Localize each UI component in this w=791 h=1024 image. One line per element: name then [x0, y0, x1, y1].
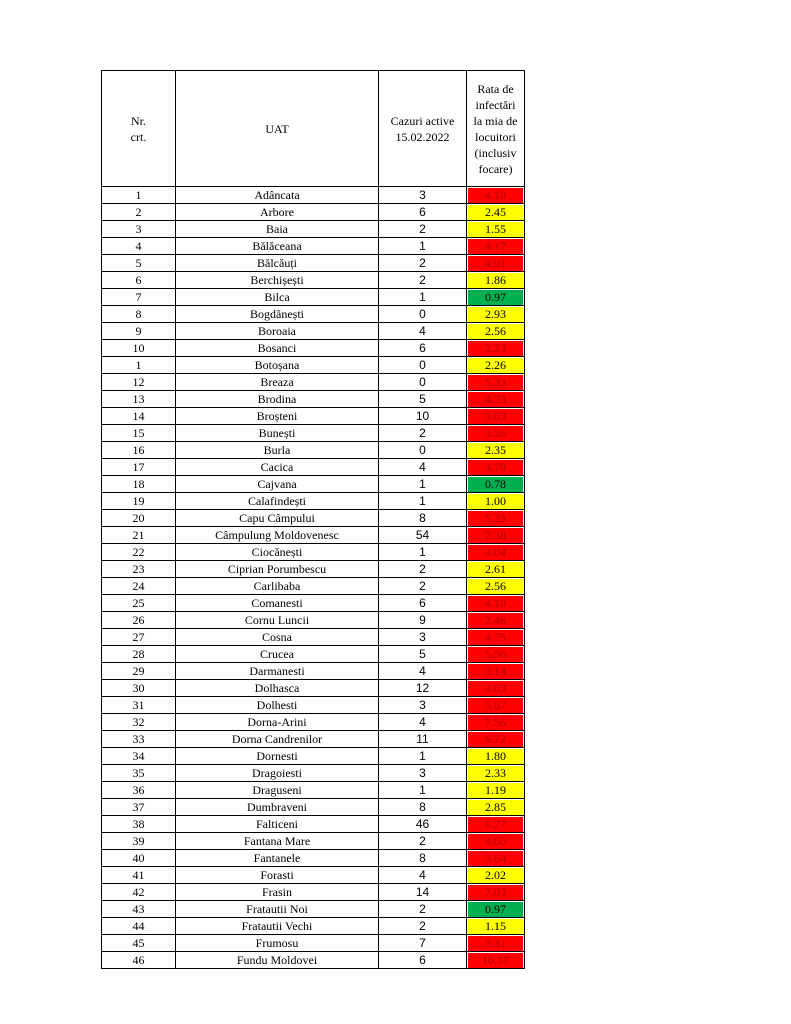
cell-nr-crt: 18 [102, 476, 176, 493]
cell-uat: Forasti [176, 867, 379, 884]
rate-badge-yellow: 2.56 [468, 324, 523, 339]
cell-rata [467, 867, 525, 884]
cell-nr-crt: 37 [102, 799, 176, 816]
cell-rata [467, 391, 525, 408]
cell-rata [467, 340, 525, 357]
rate-badge-red: 3.03 [468, 409, 523, 424]
rate-badge-yellow: 2.33 [468, 766, 523, 781]
rate-badge-red: 4.10 [468, 596, 523, 611]
cell-nr-crt: 10 [102, 340, 176, 357]
table-row [102, 918, 525, 935]
cell-rata [467, 918, 525, 935]
cell-cazuri-active: 2 [379, 272, 467, 289]
cell-nr-crt: 24 [102, 578, 176, 595]
rate-badge-yellow: 2.26 [468, 358, 523, 373]
cell-rata [467, 306, 525, 323]
cell-cazuri-active: 0 [379, 357, 467, 374]
cell-uat: Bilca [176, 289, 379, 306]
cell-nr-crt: 5 [102, 255, 176, 272]
cell-uat: Brodina [176, 391, 379, 408]
cell-uat: Draguseni [176, 782, 379, 799]
cell-nr-crt: 36 [102, 782, 176, 799]
cell-nr-crt: 19 [102, 493, 176, 510]
cell-uat: Botoșana [176, 357, 379, 374]
cell-cazuri-active: 1 [379, 476, 467, 493]
rate-badge-red: 3.26 [468, 426, 523, 441]
table-row [102, 935, 525, 952]
table-row [102, 714, 525, 731]
cell-cazuri-active: 0 [379, 442, 467, 459]
rate-badge-red: 3.70 [468, 460, 523, 475]
cell-cazuri-active: 2 [379, 561, 467, 578]
cell-cazuri-active: 10 [379, 408, 467, 425]
cell-nr-crt: 30 [102, 680, 176, 697]
cell-cazuri-active: 0 [379, 306, 467, 323]
cell-rata [467, 238, 525, 255]
cell-uat: Calafindești [176, 493, 379, 510]
table-row [102, 391, 525, 408]
rate-badge-yellow: 1.15 [468, 919, 523, 934]
cell-uat: Fratautii Vechi [176, 918, 379, 935]
cell-rata [467, 459, 525, 476]
cell-cazuri-active: 8 [379, 799, 467, 816]
cell-cazuri-active: 1 [379, 544, 467, 561]
cell-rata [467, 425, 525, 442]
cell-nr-crt: 40 [102, 850, 176, 867]
cell-nr-crt: 31 [102, 697, 176, 714]
table-row [102, 357, 525, 374]
cell-cazuri-active: 6 [379, 204, 467, 221]
rate-badge-red: 7.38 [468, 528, 523, 543]
table-row [102, 459, 525, 476]
table-row [102, 782, 525, 799]
table-row [102, 221, 525, 238]
cell-rata [467, 357, 525, 374]
cell-cazuri-active: 4 [379, 663, 467, 680]
cell-rata [467, 255, 525, 272]
rate-badge-red: 5.56 [468, 647, 523, 662]
cell-rata [467, 612, 525, 629]
cell-cazuri-active: 12 [379, 680, 467, 697]
cell-nr-crt: 26 [102, 612, 176, 629]
cell-uat: Frumosu [176, 935, 379, 952]
rate-badge-red: 3.64 [468, 851, 523, 866]
rate-badge-yellow: 1.86 [468, 273, 523, 288]
cell-uat: Dolhesti [176, 697, 379, 714]
cell-uat: Baia [176, 221, 379, 238]
table-row [102, 408, 525, 425]
rate-badge-yellow: 2.35 [468, 443, 523, 458]
cell-uat: Bălăceana [176, 238, 379, 255]
cell-nr-crt: 41 [102, 867, 176, 884]
cell-nr-crt: 39 [102, 833, 176, 850]
cell-cazuri-active: 8 [379, 850, 467, 867]
cell-uat: Cosna [176, 629, 379, 646]
rate-badge-yellow: 1.00 [468, 494, 523, 509]
cell-uat: Burla [176, 442, 379, 459]
table-row [102, 731, 525, 748]
table-row [102, 629, 525, 646]
cell-nr-crt: 42 [102, 884, 176, 901]
cell-rata [467, 748, 525, 765]
cell-uat: Dumbraveni [176, 799, 379, 816]
cell-rata [467, 510, 525, 527]
cell-uat: Broșteni [176, 408, 379, 425]
table-body [102, 187, 525, 969]
rate-badge-yellow: 1.80 [468, 749, 523, 764]
cell-rata [467, 629, 525, 646]
rate-badge-yellow: 2.93 [468, 307, 523, 322]
cell-rata [467, 595, 525, 612]
cell-nr-crt: 12 [102, 374, 176, 391]
cell-nr-crt: 44 [102, 918, 176, 935]
cell-rata [467, 782, 525, 799]
cell-uat: Breaza [176, 374, 379, 391]
table-row [102, 952, 525, 969]
cell-rata [467, 663, 525, 680]
cell-rata [467, 442, 525, 459]
cell-nr-crt: 21 [102, 527, 176, 544]
cell-uat: Frasin [176, 884, 379, 901]
rate-badge-yellow: 2.85 [468, 800, 523, 815]
cell-cazuri-active: 4 [379, 323, 467, 340]
cell-rata [467, 850, 525, 867]
cell-rata [467, 578, 525, 595]
cell-rata [467, 799, 525, 816]
cell-cazuri-active: 2 [379, 578, 467, 595]
rate-badge-red: 4.73 [468, 392, 523, 407]
cell-rata [467, 731, 525, 748]
cell-rata [467, 952, 525, 969]
cell-cazuri-active: 2 [379, 425, 467, 442]
cell-cazuri-active: 3 [379, 765, 467, 782]
table-row [102, 680, 525, 697]
cell-cazuri-active: 2 [379, 255, 467, 272]
cell-uat: Ciprian Porumbescu [176, 561, 379, 578]
cell-uat: Darmanesti [176, 663, 379, 680]
cell-rata [467, 408, 525, 425]
cell-uat: Fratautii Noi [176, 901, 379, 918]
cell-cazuri-active: 1 [379, 238, 467, 255]
table-row [102, 646, 525, 663]
rate-badge-red: 4.17 [468, 239, 523, 254]
cell-uat: Bunești [176, 425, 379, 442]
rate-badge-green: 0.78 [468, 477, 523, 492]
rate-badge-red: 4.10 [468, 188, 523, 203]
cell-nr-crt: 4 [102, 238, 176, 255]
cell-uat: Boroaia [176, 323, 379, 340]
cell-cazuri-active: 7 [379, 935, 467, 952]
cell-rata [467, 374, 525, 391]
cell-nr-crt: 2 [102, 204, 176, 221]
table-row [102, 901, 525, 918]
rate-badge-red: 5.33 [468, 375, 523, 390]
cell-rata [467, 884, 525, 901]
cell-cazuri-active: 2 [379, 918, 467, 935]
cell-uat: Cornu Luncii [176, 612, 379, 629]
table-row [102, 442, 525, 459]
table-row [102, 578, 525, 595]
cell-cazuri-active: 2 [379, 221, 467, 238]
cell-nr-crt: 3 [102, 221, 176, 238]
cell-cazuri-active: 1 [379, 782, 467, 799]
rate-badge-red: 3.23 [468, 341, 523, 356]
cell-uat: Fundu Moldovei [176, 952, 379, 969]
table-row [102, 510, 525, 527]
cell-cazuri-active: 3 [379, 629, 467, 646]
infection-rate-table [101, 70, 525, 969]
table-header-row [102, 71, 525, 187]
rate-badge-red: 6.72 [468, 732, 523, 747]
cell-nr-crt: 14 [102, 408, 176, 425]
cell-nr-crt: 22 [102, 544, 176, 561]
cell-uat: Dorna Candrenilor [176, 731, 379, 748]
cell-nr-crt: 15 [102, 425, 176, 442]
cell-nr-crt: 8 [102, 306, 176, 323]
cell-nr-crt: 43 [102, 901, 176, 918]
rate-badge-red: 4.03 [468, 681, 523, 696]
cell-cazuri-active: 6 [379, 595, 467, 612]
cell-nr-crt: 38 [102, 816, 176, 833]
cell-cazuri-active: 11 [379, 731, 467, 748]
rate-badge-red: 4.75 [468, 630, 523, 645]
table-row [102, 799, 525, 816]
table-row [102, 527, 525, 544]
cell-nr-crt: 35 [102, 765, 176, 782]
table-row [102, 238, 525, 255]
cell-cazuri-active: 46 [379, 816, 467, 833]
table-row [102, 187, 525, 204]
cell-rata [467, 561, 525, 578]
cell-rata [467, 476, 525, 493]
cell-nr-crt: 16 [102, 442, 176, 459]
rate-badge-red: 5.87 [468, 698, 523, 713]
header-rata-infectare: Rata de infectări la mia de locuitori (inclusiv focare) [467, 71, 525, 187]
cell-uat: Bosanci [176, 340, 379, 357]
rate-badge-red: 5.31 [468, 936, 523, 951]
cell-cazuri-active: 1 [379, 289, 467, 306]
cell-nr-crt: 28 [102, 646, 176, 663]
rate-badge-red: 10.37 [468, 953, 523, 968]
cell-nr-crt: 1 [102, 187, 176, 204]
cell-rata [467, 527, 525, 544]
cell-uat: Dragoiesti [176, 765, 379, 782]
cell-uat: Cacica [176, 459, 379, 476]
table-row [102, 306, 525, 323]
rate-badge-red: 4.01 [468, 256, 523, 271]
rate-badge-red: 7.03 [468, 885, 523, 900]
header-uat: UAT [176, 71, 379, 187]
table-row [102, 323, 525, 340]
cell-nr-crt: 25 [102, 595, 176, 612]
cell-nr-crt: 45 [102, 935, 176, 952]
cell-uat: Falticeni [176, 816, 379, 833]
table-row [102, 697, 525, 714]
cell-cazuri-active: 4 [379, 867, 467, 884]
cell-rata [467, 680, 525, 697]
rate-badge-red: 3.46 [468, 613, 523, 628]
table-row [102, 255, 525, 272]
cell-nr-crt: 27 [102, 629, 176, 646]
cell-uat: Adâncata [176, 187, 379, 204]
cell-cazuri-active: 5 [379, 646, 467, 663]
cell-nr-crt: 20 [102, 510, 176, 527]
cell-cazuri-active: 3 [379, 187, 467, 204]
cell-uat: Ciocănești [176, 544, 379, 561]
cell-cazuri-active: 54 [379, 527, 467, 544]
cell-rata [467, 289, 525, 306]
cell-rata [467, 544, 525, 561]
table-row [102, 816, 525, 833]
table-row [102, 272, 525, 289]
cell-uat: Capu Câmpului [176, 510, 379, 527]
table-row [102, 374, 525, 391]
cell-uat: Cajvana [176, 476, 379, 493]
rate-badge-yellow: 1.55 [468, 222, 523, 237]
cell-uat: Fantanele [176, 850, 379, 867]
cell-rata [467, 901, 525, 918]
rate-badge-green: 0.97 [468, 902, 523, 917]
cell-cazuri-active: 1 [379, 748, 467, 765]
cell-rata [467, 765, 525, 782]
cell-uat: Arbore [176, 204, 379, 221]
cell-cazuri-active: 4 [379, 459, 467, 476]
rate-badge-yellow: 2.56 [468, 579, 523, 594]
rate-badge-red: 4.65 [468, 834, 523, 849]
table-row [102, 765, 525, 782]
cell-nr-crt: 17 [102, 459, 176, 476]
table-row [102, 561, 525, 578]
cell-nr-crt: 32 [102, 714, 176, 731]
cell-uat: Comanesti [176, 595, 379, 612]
cell-cazuri-active: 2 [379, 901, 467, 918]
cell-uat: Bogdănești [176, 306, 379, 323]
cell-rata [467, 714, 525, 731]
cell-rata [467, 646, 525, 663]
cell-nr-crt: 1 [102, 357, 176, 374]
table-row [102, 544, 525, 561]
cell-cazuri-active: 2 [379, 833, 467, 850]
cell-nr-crt: 29 [102, 663, 176, 680]
cell-rata [467, 204, 525, 221]
cell-nr-crt: 46 [102, 952, 176, 969]
cell-nr-crt: 6 [102, 272, 176, 289]
cell-rata [467, 697, 525, 714]
cell-rata [467, 323, 525, 340]
rate-badge-red: 7.56 [468, 715, 523, 730]
cell-uat: Crucea [176, 646, 379, 663]
rate-badge-red: 3.14 [468, 664, 523, 679]
cell-nr-crt: 13 [102, 391, 176, 408]
table-row [102, 289, 525, 306]
rate-badge-red: 6.27 [468, 817, 523, 832]
cell-rata [467, 221, 525, 238]
cell-nr-crt: 23 [102, 561, 176, 578]
cell-nr-crt: 34 [102, 748, 176, 765]
rate-badge-red: 5.23 [468, 511, 523, 526]
cell-nr-crt: 33 [102, 731, 176, 748]
cell-cazuri-active: 8 [379, 510, 467, 527]
rate-badge-yellow: 1.19 [468, 783, 523, 798]
cell-cazuri-active: 6 [379, 952, 467, 969]
cell-uat: Câmpulung Moldovenesc [176, 527, 379, 544]
cell-cazuri-active: 4 [379, 714, 467, 731]
table-row [102, 850, 525, 867]
table-row [102, 833, 525, 850]
cell-rata [467, 272, 525, 289]
cell-cazuri-active: 1 [379, 493, 467, 510]
rate-badge-yellow: 2.45 [468, 205, 523, 220]
cell-rata [467, 935, 525, 952]
rate-badge-yellow: 2.02 [468, 868, 523, 883]
cell-nr-crt: 7 [102, 289, 176, 306]
header-cazuri-active: Cazuri active 15.02.2022 [379, 71, 467, 187]
table-row [102, 663, 525, 680]
table-row [102, 340, 525, 357]
table-row [102, 493, 525, 510]
table-row [102, 884, 525, 901]
cell-cazuri-active: 9 [379, 612, 467, 629]
cell-uat: Fantana Mare [176, 833, 379, 850]
rate-badge-red: 4.04 [468, 545, 523, 560]
cell-rata [467, 187, 525, 204]
cell-uat: Carlibaba [176, 578, 379, 595]
table-row [102, 425, 525, 442]
cell-cazuri-active: 6 [379, 340, 467, 357]
rate-badge-yellow: 2.61 [468, 562, 523, 577]
table-row [102, 867, 525, 884]
cell-rata [467, 833, 525, 850]
table-row [102, 748, 525, 765]
cell-cazuri-active: 0 [379, 374, 467, 391]
table-row [102, 204, 525, 221]
cell-cazuri-active: 3 [379, 697, 467, 714]
cell-cazuri-active: 14 [379, 884, 467, 901]
cell-uat: Dolhasca [176, 680, 379, 697]
header-nr-crt: Nr. crt. [102, 71, 176, 187]
table-row [102, 476, 525, 493]
rate-badge-green: 0.97 [468, 290, 523, 305]
cell-rata [467, 493, 525, 510]
cell-nr-crt: 9 [102, 323, 176, 340]
cell-uat: Berchișești [176, 272, 379, 289]
cell-rata [467, 816, 525, 833]
cell-uat: Dornesti [176, 748, 379, 765]
table-row [102, 595, 525, 612]
cell-cazuri-active: 5 [379, 391, 467, 408]
cell-uat: Dorna-Arini [176, 714, 379, 731]
cell-uat: Bălcăuți [176, 255, 379, 272]
table-row [102, 612, 525, 629]
